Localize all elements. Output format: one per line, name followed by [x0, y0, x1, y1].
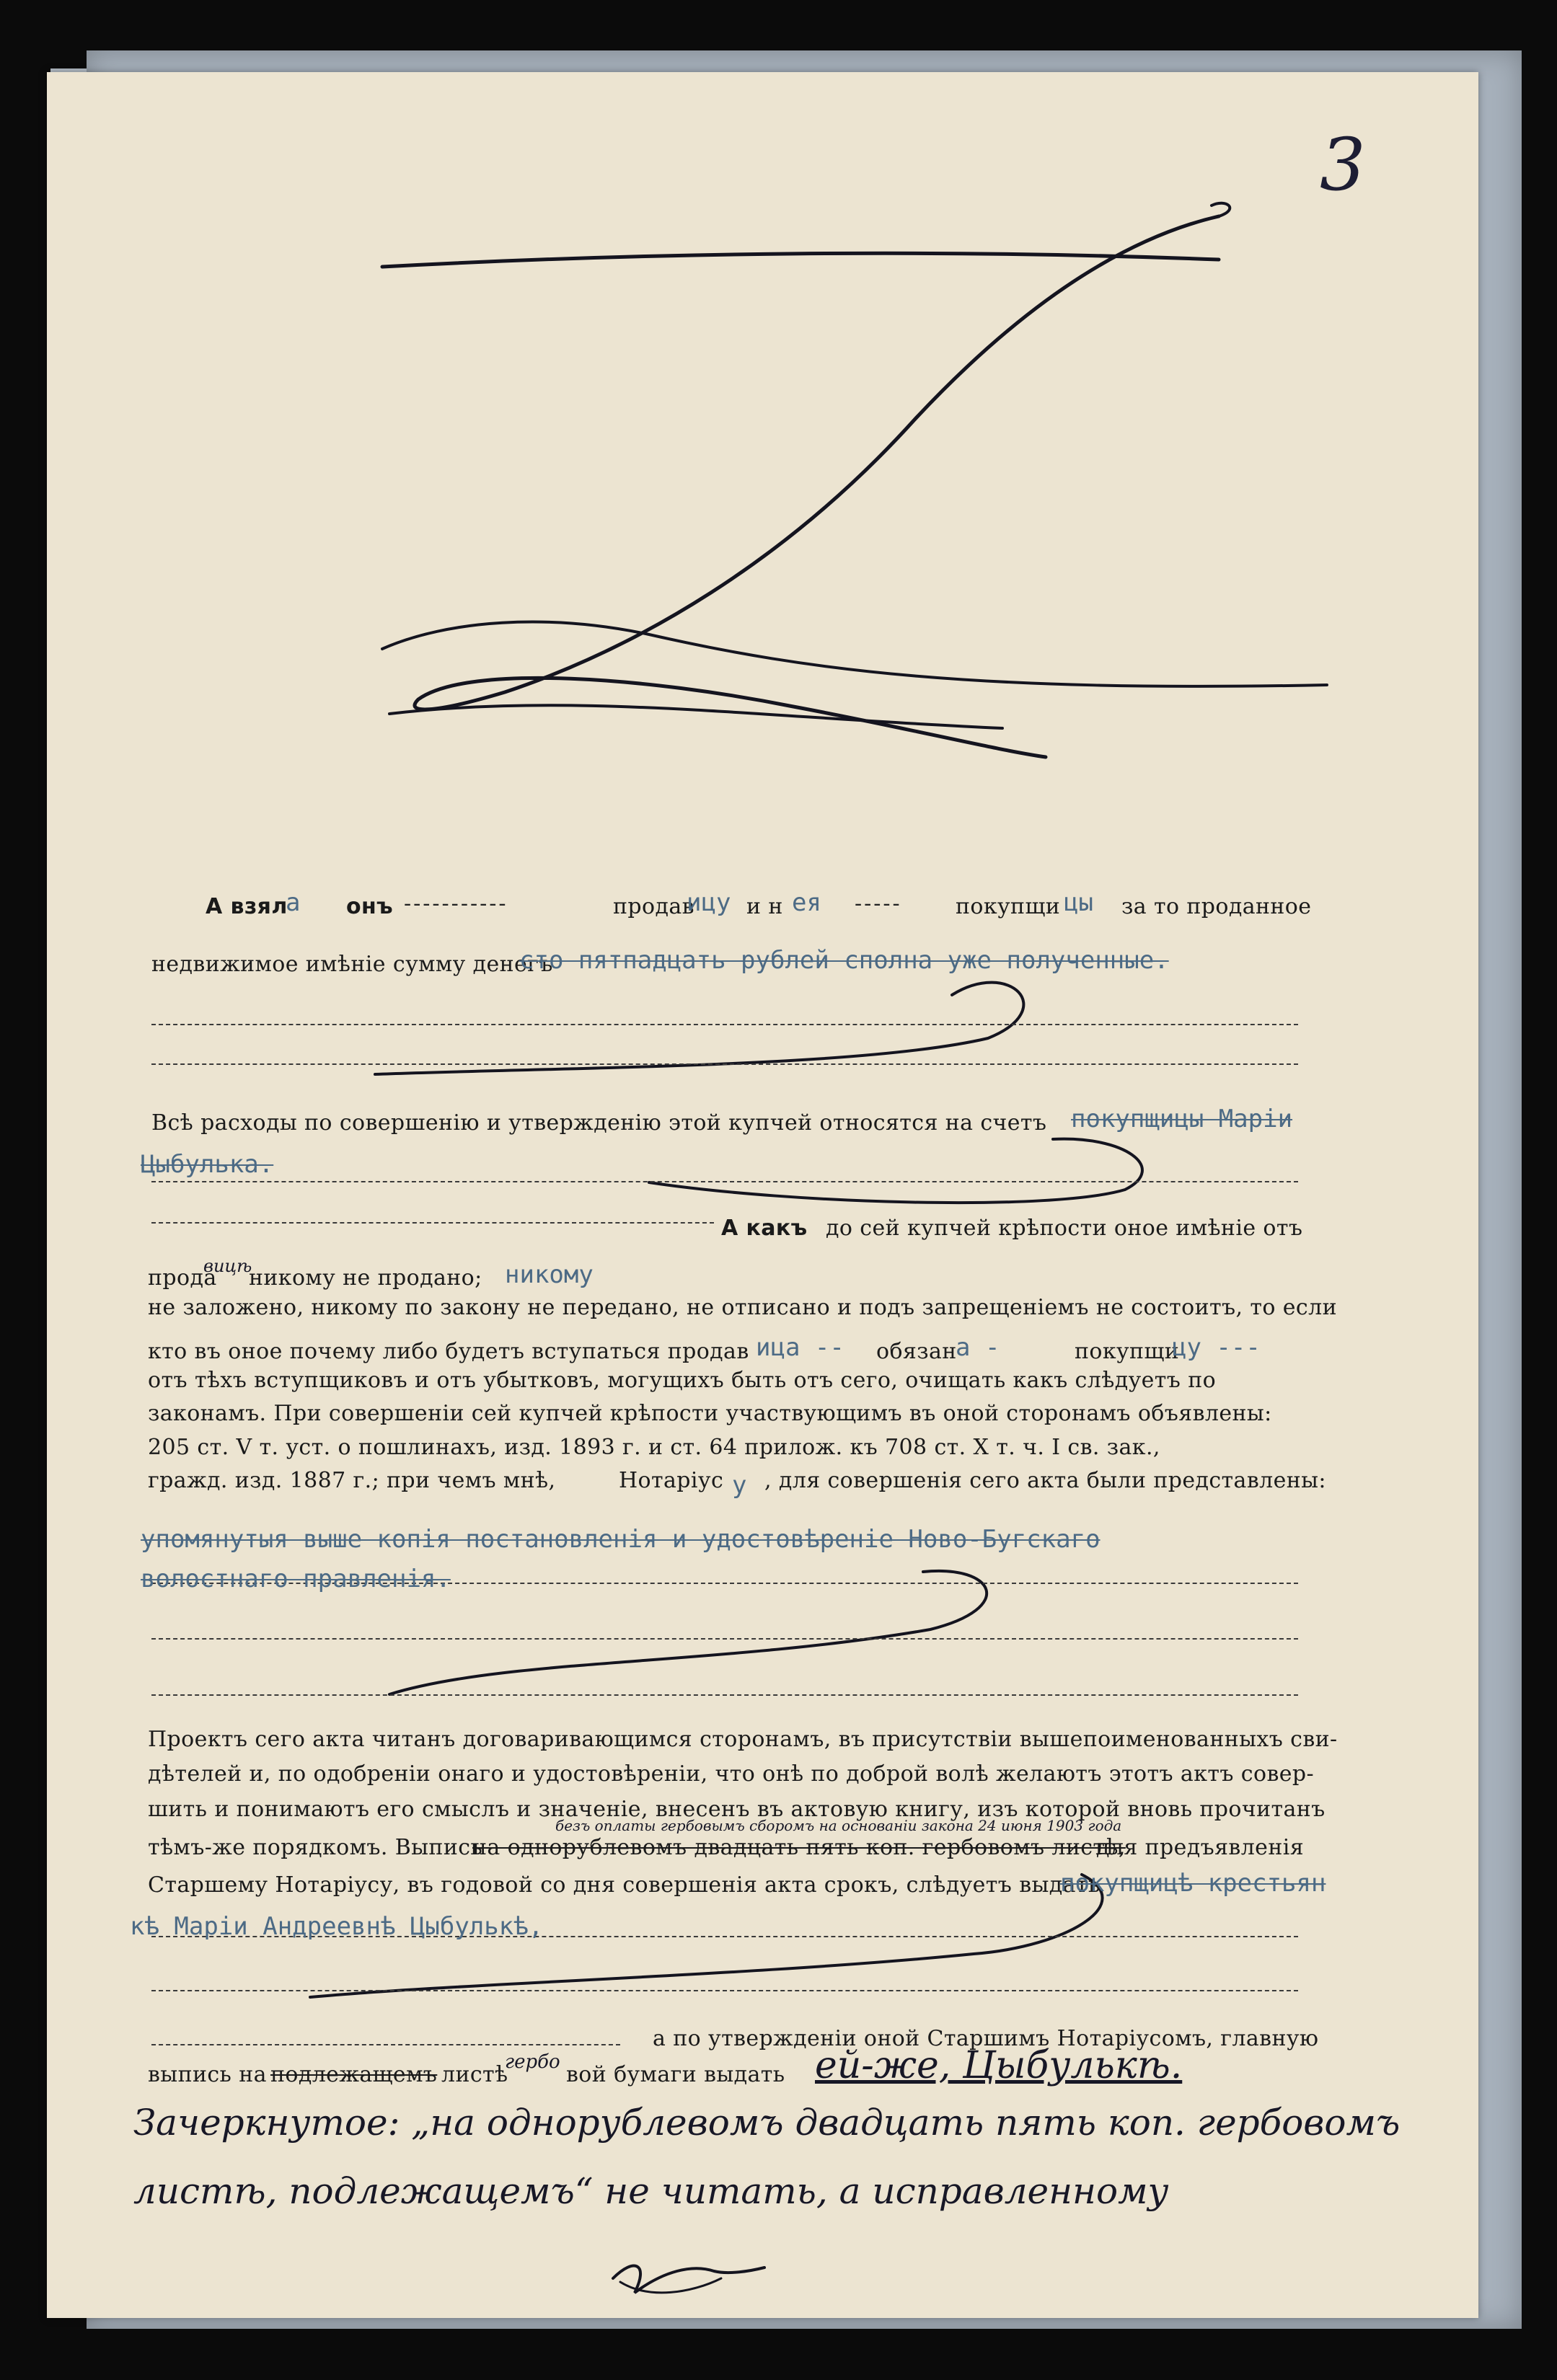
- text-nikomu-ne-prodano: никому не продано;: [249, 1265, 482, 1291]
- typed-nikomu: никому: [505, 1260, 594, 1289]
- text-a-vzyal: А взял: [206, 894, 288, 919]
- text-prodav: продав: [613, 894, 694, 919]
- text-warranty-line7: 205 ст. V т. уст. о пошлинахъ, изд. 1893 г. и ст. 64 прилож. къ 708 ст. X т. ч. I св. зак.,: [148, 1435, 1160, 1460]
- text-main-copy-line2: выпись на: [148, 2062, 267, 2087]
- text-for-presentation: для предъявленія: [1096, 1835, 1305, 1860]
- typed-tsy: цы: [1064, 888, 1093, 917]
- blank-line: [151, 1638, 1298, 1640]
- typed-recipient-name: кѣ Маріи Андреевнѣ Цыбулькѣ,: [130, 1912, 544, 1941]
- text-obyazan: обязан: [876, 1339, 957, 1364]
- text-pokupshchi: покупщи: [1075, 1339, 1180, 1364]
- text-struck-podlezhashchem: подлежащемъ: [270, 2062, 438, 2087]
- text-paper-issue: вой бумаги выдать: [566, 2062, 785, 2087]
- text-expenses: Всѣ расходы по совершенію и утвержденію этой купчей относятся на счетъ: [151, 1110, 1047, 1136]
- text-warranty-line3: не заложено, никому по закону не передано, не отписано и подъ запрещеніемъ не состоитъ, то если: [148, 1295, 1337, 1320]
- page-number: 3: [1320, 123, 1366, 207]
- blank-line: [151, 2044, 620, 2045]
- text-reading-line1: Проектъ сего акта читанъ договаривающимся сторонамъ, въ присутствіи вышепоименованныхъ сви-: [148, 1727, 1338, 1752]
- text-sum-line: недвижимое имѣніе сумму денегъ: [151, 952, 553, 977]
- text-notarius: Нотаріус: [619, 1468, 724, 1493]
- blank-line: [151, 1222, 714, 1224]
- typed-payer-surname: Цыбулька.: [141, 1150, 274, 1179]
- handwritten-vits: вицѣ: [203, 1256, 252, 1276]
- text-za-to: за то проданное: [1121, 894, 1312, 919]
- text-prod: прода: [148, 1265, 217, 1291]
- typed-sum: сто пятпадцать рублей сполна уже полученные.: [519, 946, 1169, 975]
- dash-fill: -----: [855, 891, 902, 916]
- typed-itsa: ица --: [756, 1333, 844, 1362]
- text-reading-line2: дѣтелей и, по одобреніи онаго и удостовѣреніи, что онѣ по доброй волѣ желаютъ этотъ актъ совер-: [148, 1761, 1315, 1787]
- typed-documents-end: волостнаго правленія.: [141, 1565, 451, 1593]
- text-struck-stamp-sheet: на однорублевомъ двадцать пять коп. гербовомъ листѣ,: [472, 1835, 1126, 1860]
- blank-line: [151, 1024, 1298, 1025]
- typed-tsu: цу ---: [1172, 1333, 1261, 1362]
- text-pokupshchi: покупщи: [956, 894, 1061, 919]
- text-i-n: и н: [746, 894, 783, 919]
- text-reading-line4: тѣмъ-же порядкомъ. Выпись: [148, 1835, 483, 1860]
- blank-line: [151, 1990, 1298, 1991]
- text-warranty-line8-end: , для совершенія сего акта были представлены:: [764, 1468, 1326, 1493]
- text-on: онъ: [346, 894, 394, 919]
- text-main-copy-line1: а по утвержденіи оной Старшимъ Нотаріусомъ, главную: [653, 2026, 1319, 2051]
- text-warranty-line1: до сей купчей крѣпости оное имѣніе отъ: [826, 1216, 1303, 1241]
- text-warranty-line5: отъ тѣхъ вступщиковъ и отъ убытковъ, могущихъ быть отъ сего, очищать какъ слѣдуетъ по: [148, 1368, 1217, 1393]
- text-warranty-line4: кто въ оное почему либо будетъ вступаться продав: [148, 1339, 749, 1364]
- blank-line: [151, 1694, 1298, 1696]
- blank-line: [151, 1181, 1298, 1182]
- text-reading-line5: Старшему Нотаріусу, въ годовой со дня совершенія акта срокъ, слѣдуетъ выдать: [148, 1872, 1101, 1898]
- text-warranty-line6: законамъ. При совершеніи сей купчей крѣпости участвующимъ въ оной сторонамъ объявлены:: [148, 1401, 1272, 1426]
- blank-line: [151, 1063, 1298, 1065]
- handwritten-insertion: безъ оплаты гербовымъ сборомъ на основаніи закона 24 июня 1903 года: [555, 1817, 1122, 1834]
- text-a-kak: А какъ: [721, 1216, 808, 1241]
- typed-payer: покупщицы Маріи: [1071, 1105, 1293, 1133]
- typed-a: а: [286, 888, 301, 917]
- typed-documents: упомянутыя выше копія постановленія и удостовѣреніе Ново-Бугскаго: [141, 1525, 1101, 1554]
- show-through-text: [303, 187, 1313, 735]
- handwritten-note-line2: листѣ, подлежащемъ“ не читать, а исправленному: [133, 2170, 1169, 2212]
- handwritten-note-line1: Зачеркнутое: „на однорублевомъ двадцать пять коп. гербовомъ: [133, 2102, 1401, 2144]
- text-reading-line3: шить и понимаютъ его смыслъ и значеніе, внесенъ въ актовую книгу, изъ которой вновь прочитанъ: [148, 1797, 1326, 1822]
- dash-fill: -----------: [404, 891, 508, 916]
- text-warranty-line8: гражд. изд. 1887 г.; при чемъ мнѣ,: [148, 1468, 556, 1493]
- text-liste: листѣ: [441, 2062, 508, 2087]
- typed-eya: ея: [792, 888, 821, 917]
- handwritten-recipient: ей-же, Цыбулькѣ.: [815, 2044, 1183, 2087]
- typed-itsu: ицу: [687, 888, 731, 917]
- typed-u: у: [732, 1471, 747, 1500]
- handwritten-gerbo: гербо: [505, 2051, 560, 2073]
- typed-a-ending: а -: [956, 1333, 1000, 1362]
- typed-recipient: покупщицѣ крестьян: [1060, 1869, 1326, 1898]
